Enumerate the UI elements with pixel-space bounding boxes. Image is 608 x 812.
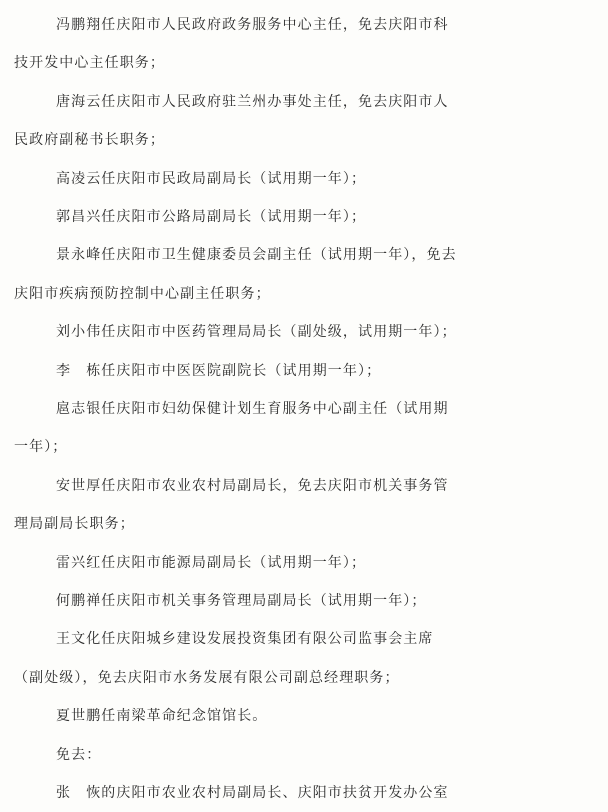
paragraph-line: 张 恢的庆阳市农业农村局副局长、庆阳市扶贫开发办公室 [56, 785, 449, 801]
paragraph-line: 冯鹏翔任庆阳市人民政府政务服务中心主任，免去庆阳市科 [56, 17, 449, 33]
paragraph-line: 扈志银任庆阳市妇幼保健计划生育服务中心副主任（试用期 [56, 401, 449, 417]
paragraph-line: 理局副局长职务； [14, 516, 135, 532]
paragraph-line: 景永峰任庆阳市卫生健康委员会副主任（试用期一年），免去 [56, 247, 457, 263]
paragraph-line: 郭昌兴任庆阳市公路局副局长（试用期一年）； [56, 209, 367, 225]
paragraph-line: 安世厚任庆阳市农业农村局副局长，免去庆阳市机关事务管 [56, 478, 449, 494]
paragraph-line: 刘小伟任庆阳市中医药管理局局长（副处级，试用期一年）； [56, 324, 457, 340]
paragraph-line: 王文化任庆阳城乡建设发展投资集团有限公司监事会主席 [56, 631, 434, 647]
paragraph-line: 技开发中心主任职务； [14, 55, 165, 71]
paragraph-line: 唐海云任庆阳市人民政府驻兰州办事处主任，免去庆阳市人 [56, 94, 449, 110]
paragraph-line: （副处级），免去庆阳市水务发展有限公司副总经理职务； [14, 670, 400, 686]
paragraph-line: 夏世鹏任南梁革命纪念馆馆长。 [56, 708, 268, 724]
paragraph-line: 民政府副秘书长职务； [14, 132, 165, 148]
paragraph-line: 高凌云任庆阳市民政局副局长（试用期一年）； [56, 171, 367, 187]
paragraph-line: 一年）； [14, 439, 68, 455]
paragraph-line: 李 栋任庆阳市中医医院副院长（试用期一年）； [56, 363, 382, 379]
paragraph-line: 免去： [56, 747, 102, 763]
paragraph-line: 雷兴红任庆阳市能源局副局长（试用期一年）； [56, 555, 367, 571]
paragraph-line: 何鹏禅任庆阳市机关事务管理局副局长（试用期一年）； [56, 593, 427, 609]
paragraph-line: 庆阳市疾病预防控制中心副主任职务； [14, 286, 271, 302]
